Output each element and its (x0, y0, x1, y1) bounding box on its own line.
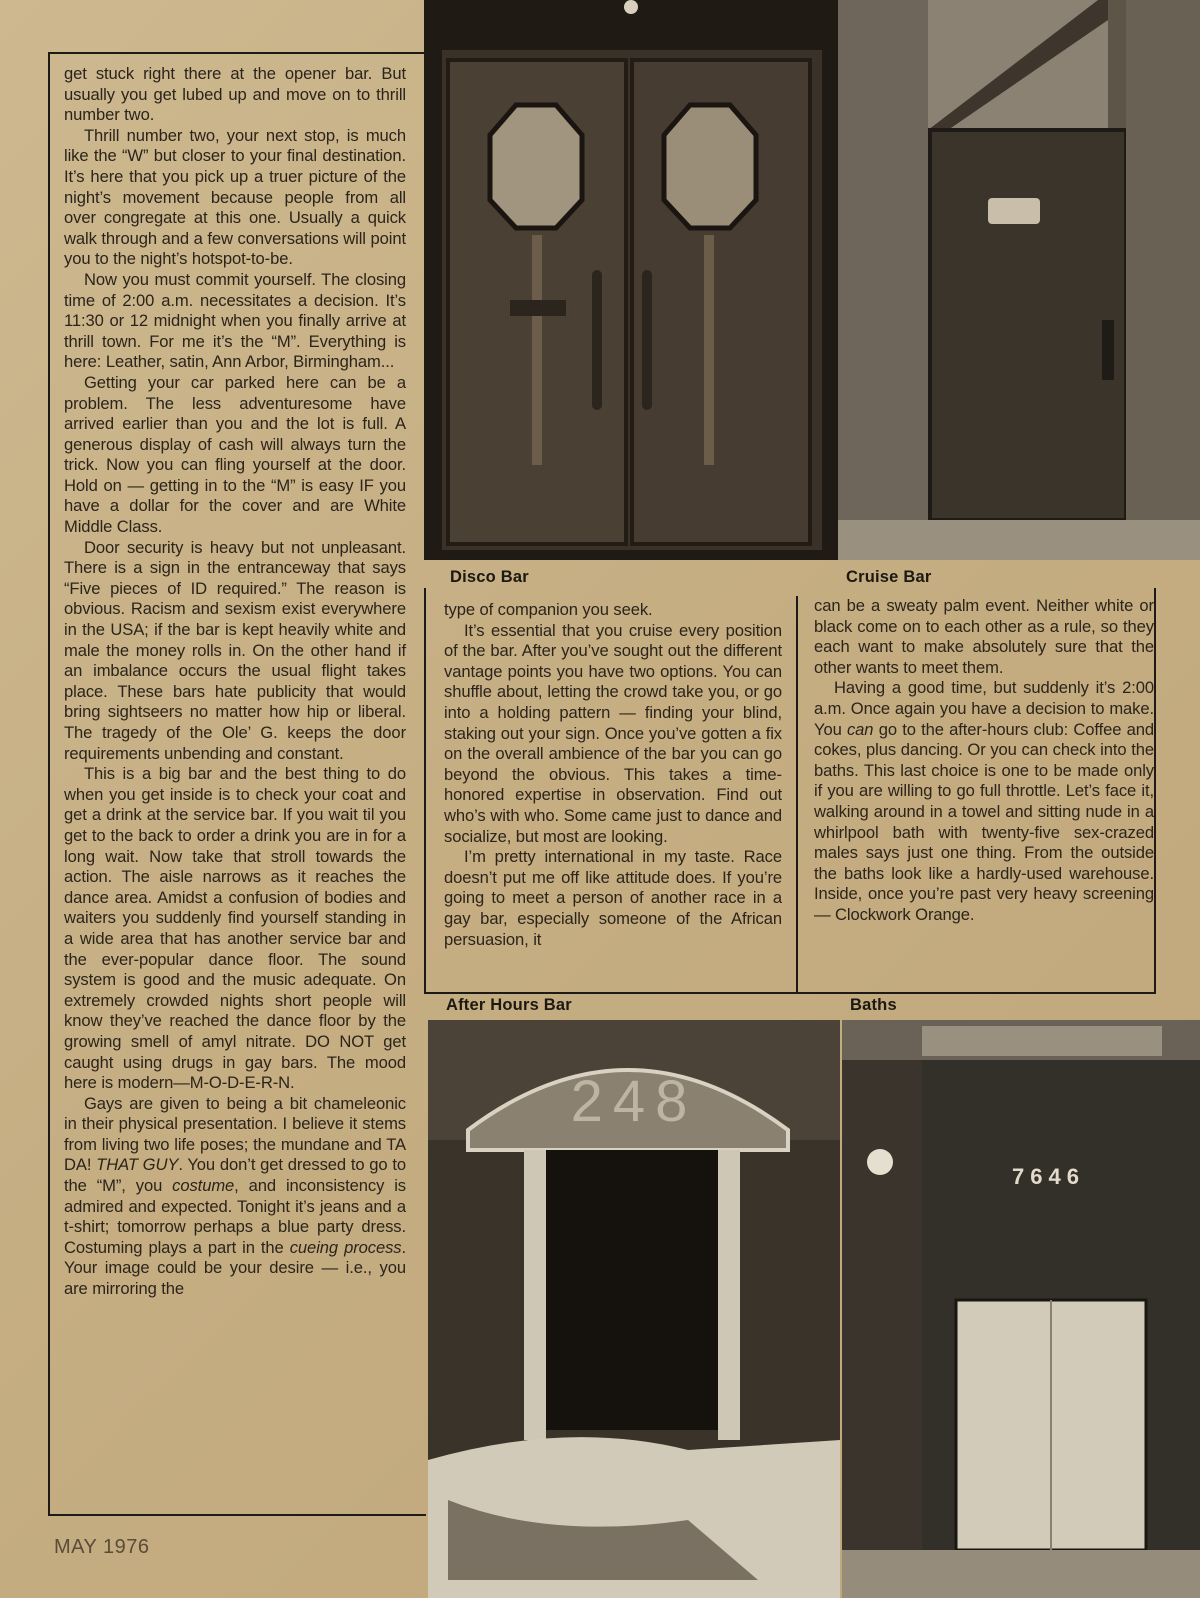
disco-bar-doors-illustration (424, 0, 838, 560)
caption-after-hours-bar: After Hours Bar (446, 996, 572, 1014)
caption-baths: Baths (850, 996, 897, 1014)
paragraph: can be a sweaty palm event. Neither white or black come on to each other as a rule, so they each want to make absolutely sure that the other wants to meet them. (814, 596, 1154, 677)
caption-disco-bar: Disco Bar (450, 568, 529, 586)
article-column-3 (814, 596, 1154, 986)
paragraph: It’s essential that you cruise every position of the bar. After you’ve sought out the different vantage points you have two options. You can shuffle about, letting the crowd take you, or go into a holding pattern — finding your blind, staking out your sign. Once you’ve gotten a fix on the overall ambience of the bar you can go beyond the obvious. This takes a time-honored expertise in observation. Find out who’s with who. Some came just to dance and socialize, but most are looking. (444, 620, 782, 846)
after-hours-sign-number: 248 (570, 1069, 698, 1134)
article-column-1 (64, 64, 406, 1300)
paragraph: type of companion you seek. (444, 600, 653, 619)
paragraph: Getting your car parked here can be a problem. The less adventuresome have arrived earlier than you and the lot is full. A generous display of cash will always turn the trick. Now you can fling yourself at the door. Hold on — getting in to the “M” is easy IF you have a dollar for the cover and are White Middle Class. (64, 372, 406, 537)
cruise-bar-door-illustration (838, 0, 1200, 560)
paragraph: get stuck right there at the opener bar. But usually you get lubed up and move on to thrill number two. (64, 64, 406, 125)
paragraph: Door security is heavy but not unpleasant. There is a sign in the entranceway that says “Five pieces of ID required.” The reason is obvious. Racism and sexism exist everywhere in the USA; if the bar is kept heavily white and male the money rolls in. On the other hand if an imbalance occurs the usual flight takes place. These bars hate publicity that would bring sightseers no matter how hip or liberal. The tragedy of the Ole’ G. keeps the door requirements unbending and constant. (64, 537, 406, 763)
photo-disco-bar (424, 0, 838, 560)
photo-baths (842, 1020, 1200, 1598)
issue-date: MAY 1976 (54, 1536, 150, 1558)
paragraph: Gays are given to being a bit chameleonic in their physical presentation. I believe it stems from living two life poses; the mundane and TA DA! THAT GUY. You don’t get dressed to go to the “M”, you costume, and inconsistency is admired and expected. Tonight it’s jeans and a t-shirt; tomorrow perhaps a blue party dress. Costuming plays a part in the cueing process. Your image could be your desire — i.e., you are mirroring the (64, 1093, 406, 1299)
baths-building-illustration (842, 1020, 1200, 1598)
column-rule-vertical (796, 596, 798, 992)
photo-cruise-bar (838, 0, 1200, 560)
article-column-2 (444, 600, 782, 986)
paragraph: This is a big bar and the best thing to do when you get inside is to check your coat and get a drink at the service bar. If you wait til you get to the back to order a drink you are in for a long wait. Now take that stroll towards the action. The aisle narrows as it reaches the dance area. Amidst a confusion of bodies and waiters you suddenly find yourself standing in a wide area that has another service bar and the ever-popular dance floor. The sound system is good and the music adequate. On extremely crowded nights short people will know they’ve reached the dance floor by the growing smell of amyl nitrate. DO NOT get caught using drugs in gay bars. The mood here is modern—M-O-D-E-R-N. (64, 764, 406, 1093)
caption-cruise-bar: Cruise Bar (846, 568, 932, 586)
paragraph: Thrill number two, your next stop, is much like the “W” but closer to your final destination. It’s here that you pick up a truer picture of the night’s movement because people from all over congregate at this one. Usually a quick walk through and a few conversations will point you to the night’s hotspot-to-be. (64, 125, 406, 269)
baths-address-number: 7646 (1012, 1164, 1085, 1189)
photo-after-hours-bar (428, 1020, 840, 1598)
paragraph: Now you must commit yourself. The closing time of 2:00 a.m. necessitates a decision. It’s 11:30 or 12 midnight when you finally arrive at thrill town. For me it’s the “M”. Everything is here: Leather, satin, Ann Arbor, Birmingham... (64, 269, 406, 372)
paragraph: Having a good time, but suddenly it’s 2:00 a.m. Once again you have a decision to make. You can go to the after-hours club: Coffee and cokes, plus dancing. Or you can check into the baths. This last choice is one to be made only if you are willing to go full throttle. Let’s face it, walking around in a towel and sitting nude in a whirlpool bath with twenty-five sex-crazed males says just one thing. From the outside the baths look like a hardly-used warehouse. Inside, once you’re past very heavy screening — Clockwork Orange. (814, 678, 1154, 924)
paragraph: I’m pretty international in my taste. Race doesn’t put me off like attitude does. If you’re going to meet a person of another race in a gay bar, especially someone of the African persuasion, it (444, 847, 782, 949)
